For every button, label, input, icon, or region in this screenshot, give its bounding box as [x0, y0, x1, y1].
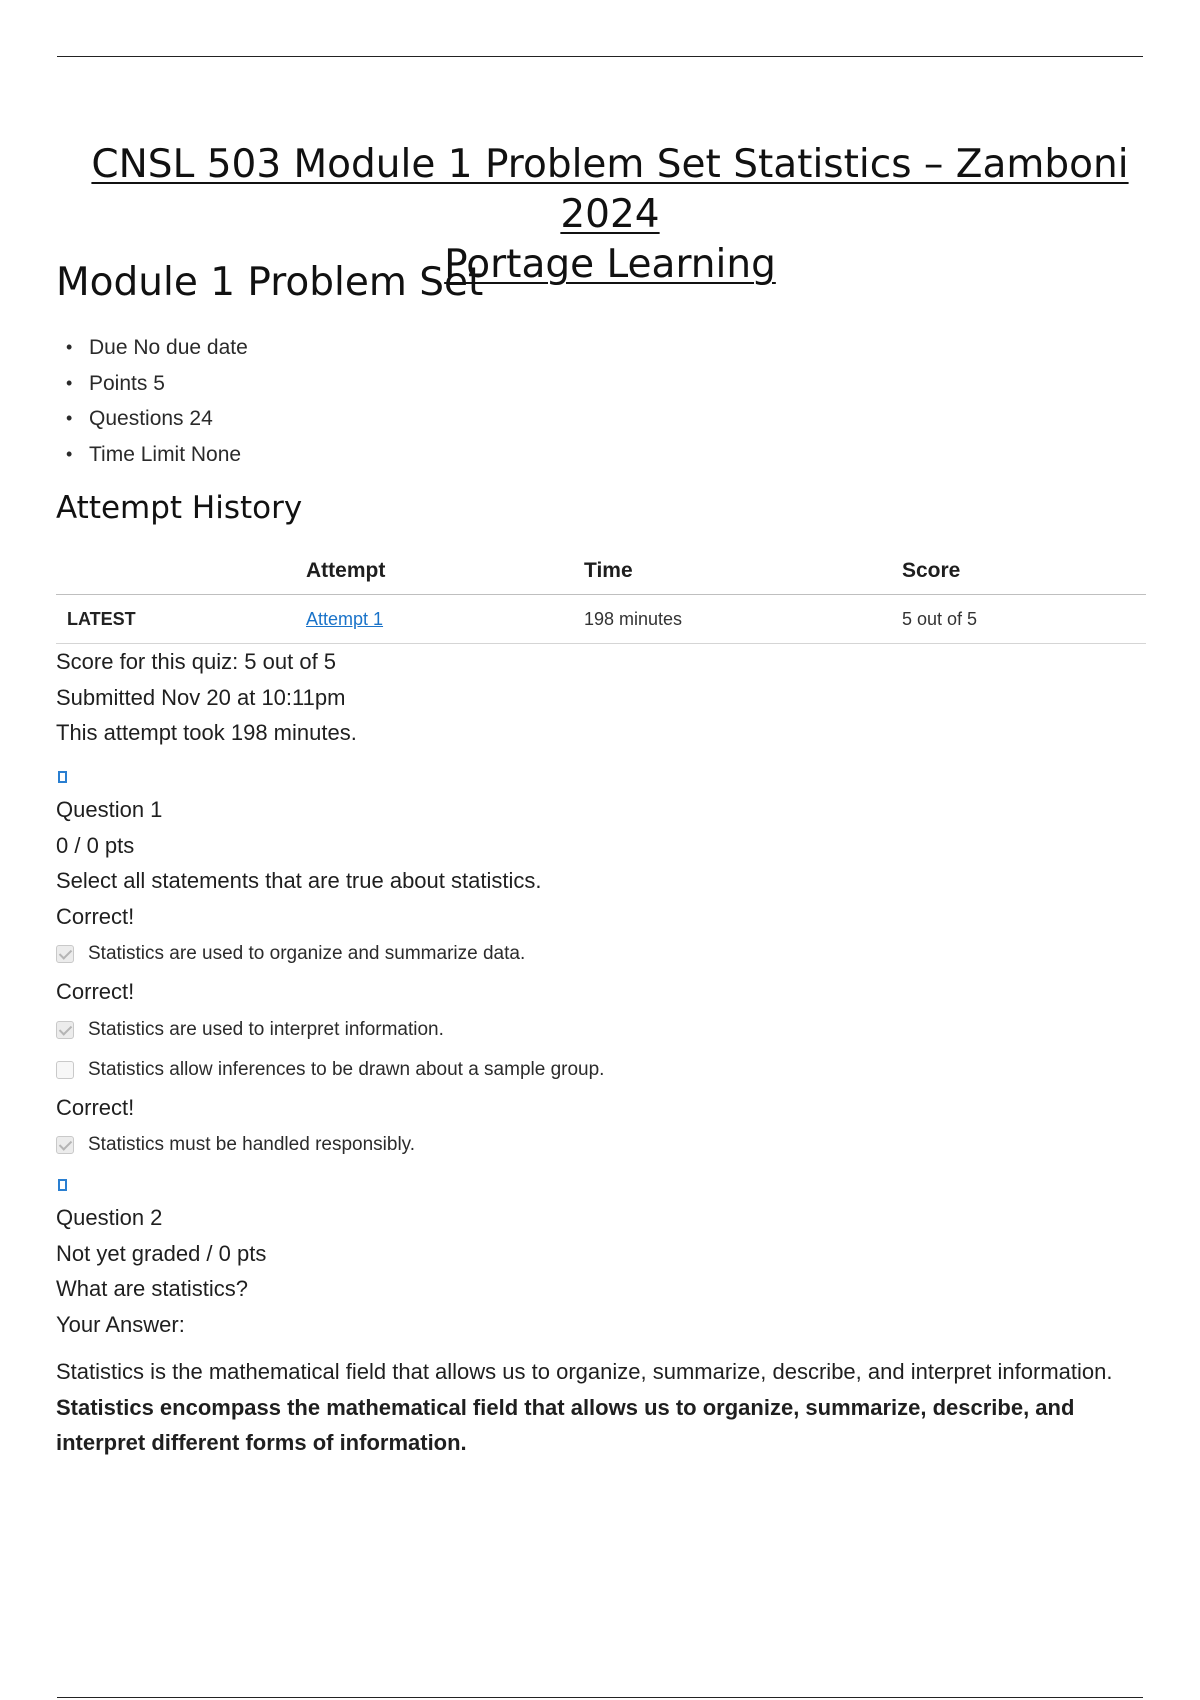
quiz-meta-list: [66, 330, 248, 472]
your-answer-label: Your Answer:: [56, 1311, 185, 1337]
student-answer: Statistics is the mathematical field that allows us to organize, summarize, describe, and interpret information.: [56, 1359, 1113, 1384]
answer-option-text: Statistics allow inferences to be drawn about a sample group.: [88, 1058, 605, 1080]
meta-due: • Due No due date: [66, 330, 248, 366]
quiz-heading: Module 1 Problem Set: [56, 260, 484, 305]
question-prompt: Select all statements that are true about statistics.: [56, 868, 542, 893]
table-row: [56, 595, 1146, 644]
correct-label: Correct!: [56, 903, 135, 929]
checkbox-checked: [56, 1136, 74, 1154]
answer-option: [56, 1010, 1146, 1050]
attempt-1-link[interactable]: Attempt 1: [306, 609, 384, 629]
answer-option-text: Statistics are used to interpret information.: [88, 1018, 444, 1040]
bottom-rule: [57, 1697, 1143, 1698]
attempt-time: 198 minutes: [584, 609, 683, 629]
answer-option: [56, 1050, 1146, 1090]
quiz-summary: [56, 644, 357, 751]
answer-option-text: Statistics must be handled responsibly.: [88, 1134, 416, 1155]
attempt-history-heading: Attempt History: [56, 490, 303, 526]
column-header-time: Time: [584, 559, 633, 582]
answer-key: Statistics encompass the mathematical field that allows us to organize, summarize, describe, and interpret different forms of information.: [56, 1394, 1075, 1455]
checkbox-checked: [56, 1021, 74, 1039]
meta-questions: • Questions 24: [66, 401, 248, 437]
question-prompt: What are statistics?: [56, 1276, 248, 1301]
attempt-duration: This attempt took 198 minutes.: [56, 720, 357, 745]
attempt-table-header: [56, 548, 1146, 595]
question-2: [56, 1170, 1146, 1461]
answer-option: [56, 1125, 1146, 1165]
document-title-line1: CNSL 503 Module 1 Problem Set Statistics – Zamboni 2024: [91, 142, 1129, 237]
quiz-score: Score for this quiz: 5 out of 5: [56, 649, 337, 674]
column-header-score: Score: [902, 559, 961, 582]
checkbox-unchecked: [56, 1061, 74, 1079]
answer-option-text: Statistics are used to organize and summarize data.: [88, 943, 526, 964]
latest-label: LATEST: [67, 609, 136, 629]
question-title: Question 2: [56, 1205, 163, 1230]
answer-option: [56, 934, 1146, 974]
question-anchor-icon[interactable]: [58, 1179, 67, 1191]
question-1: [56, 762, 1146, 1165]
attempt-history-table: [56, 548, 1146, 644]
submitted-time: Submitted Nov 20 at 10:11pm: [56, 684, 346, 710]
question-title: Question 1: [56, 797, 163, 822]
meta-points: • Points 5: [66, 366, 248, 402]
document-title-line2: Portage Learning: [444, 242, 776, 287]
question-points: Not yet graded / 0 pts: [56, 1240, 267, 1266]
checkbox-checked: [56, 945, 74, 963]
question-points: 0 / 0 pts: [56, 832, 135, 858]
question-anchor-icon[interactable]: [58, 771, 67, 783]
meta-time-limit: • Time Limit None: [66, 437, 248, 473]
attempt-score: 5 out of 5: [902, 609, 978, 629]
correct-label: Correct!: [56, 1094, 135, 1120]
column-header-attempt: Attempt: [306, 559, 386, 582]
top-rule: [57, 56, 1143, 57]
correct-label: Correct!: [56, 979, 135, 1004]
